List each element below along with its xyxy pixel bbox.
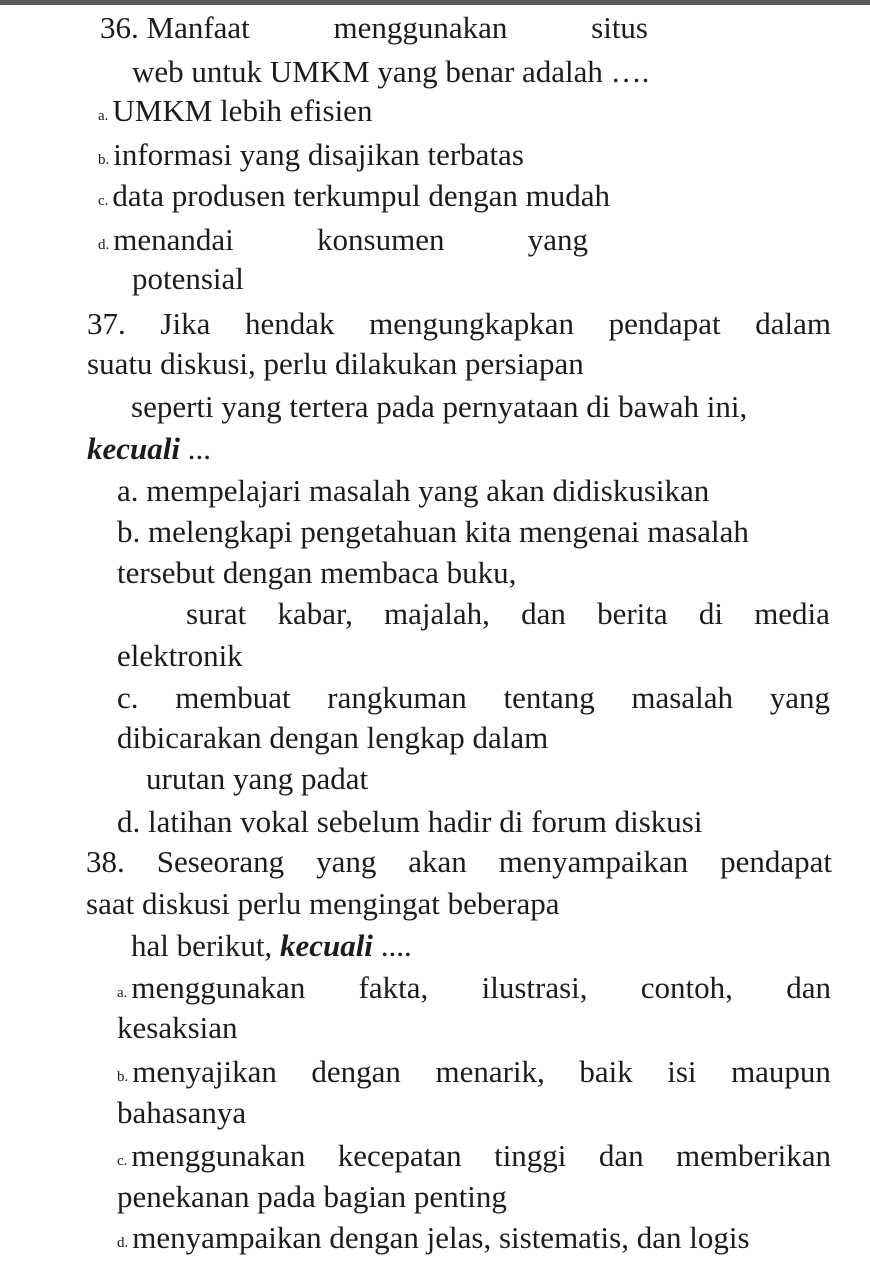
option-word: maupun [731, 1054, 831, 1089]
option-word: majalah, [384, 596, 490, 631]
q37-option-a: a. mempelajari masalah yang akan didiskusikan [117, 473, 710, 508]
q38-word: Seseorang [156, 844, 285, 879]
q36-line-1 [100, 12, 648, 43]
option-word: ilustrasi, [481, 970, 588, 1005]
option-text: UMKM lebih efisien [112, 93, 373, 128]
option-word: kecepatan [337, 1138, 462, 1173]
q36-number: 36. [100, 10, 139, 45]
q38-emphasis: kecuali [279, 928, 373, 963]
q37-ellipsis: ... [180, 431, 211, 466]
q37-number: 37. [87, 306, 126, 341]
q38-ellipsis: .... [372, 928, 412, 963]
option-letter: d. [117, 1235, 129, 1251]
q37-option-c-line-3: urutan yang padat [146, 761, 369, 796]
q38-word: menyampaikan [498, 844, 689, 879]
q37-line-1 [87, 308, 831, 339]
q37-line-3: seperti yang tertera pada pernyataan di bawah ini, [131, 389, 748, 424]
q37-option-b-line-2: tersebut dengan membaca buku, [117, 555, 517, 590]
q38-option-b-line-2: bahasanya [117, 1095, 247, 1130]
q38-option-c-first [117, 1140, 305, 1171]
option-word: tentang [503, 680, 595, 715]
q37-word: Jika [160, 306, 211, 341]
option-word: tinggi [494, 1138, 567, 1173]
q36-line-2: web untuk UMKM yang benar adalah …. [132, 54, 650, 89]
q37-word: hendak [244, 306, 335, 341]
option-word: contoh, [640, 970, 733, 1005]
q38-line-3 [131, 930, 412, 961]
q36-option-d-continued: potensial [132, 261, 244, 296]
option-letter: b. [117, 1069, 129, 1085]
q37-option-c-line-2: dibicarakan dengan lengkap dalam [117, 720, 549, 755]
q38-option-d [117, 1222, 750, 1253]
q36-option-d-first [98, 224, 234, 255]
option-letter: b. [98, 152, 110, 168]
option-word: fakta, [358, 970, 429, 1005]
q37-line-4 [87, 433, 211, 464]
option-letter: a. [98, 108, 109, 124]
q37-option-c-line-1 [117, 682, 830, 713]
q38-word: pendapat [720, 844, 832, 879]
option-word: dan [521, 596, 566, 631]
option-word: surat [186, 596, 247, 631]
option-word: isi [667, 1054, 697, 1089]
q38-word: yang [316, 844, 377, 879]
option-letter: c. [98, 193, 109, 209]
q37-word: pendapat [608, 306, 721, 341]
q36-word: Manfaat [146, 10, 250, 45]
q37-option-b-line-3 [186, 598, 830, 629]
top-edge-bar [0, 0, 870, 5]
q37-word: dalam [755, 306, 831, 341]
q36-word: menggunakan [333, 10, 508, 45]
option-word: menggunakan [131, 1138, 306, 1173]
q37-option-d: d. latihan vokal sebelum hadir di forum diskusi [117, 804, 703, 839]
q36-word: situs [591, 10, 648, 45]
option-word: menandai [113, 222, 234, 257]
option-word: rangkuman [327, 680, 467, 715]
q37-line-2: suatu diskusi, perlu dilakukan persiapan [87, 346, 584, 381]
option-word: media [754, 596, 830, 631]
option-letter: c. [117, 680, 139, 715]
q38-line-1 [86, 846, 832, 877]
q37-option-b-line-1: b. melengkapi pengetahuan kita mengenai masalah [117, 514, 749, 549]
q38-option-b-line-1 [117, 1056, 831, 1087]
q37-emphasis: kecuali [87, 431, 180, 466]
option-word: menggunakan [131, 970, 306, 1005]
option-letter: c. [117, 1153, 128, 1169]
q38-option-a-line-1 [117, 972, 831, 1003]
option-word: konsumen [317, 222, 445, 257]
option-word: berita [597, 596, 668, 631]
option-text: informasi yang disajikan terbatas [113, 137, 524, 172]
q38-number: 38. [86, 844, 125, 879]
option-word: masalah [631, 680, 733, 715]
q38-option-a-line-2: kesaksian [117, 1010, 238, 1045]
option-word: memberikan [676, 1138, 831, 1173]
option-word: yang [527, 222, 588, 257]
q36-option-a [98, 95, 372, 126]
q36-number-and-word [100, 12, 250, 43]
q37-word: mengungkapkan [369, 306, 575, 341]
option-word: baik [579, 1054, 633, 1089]
option-word: menyajikan [132, 1054, 277, 1089]
q38-word: akan [408, 844, 467, 879]
option-word: di [698, 596, 723, 631]
option-word: dan [786, 970, 831, 1005]
q38-option-b-first [117, 1056, 277, 1087]
q38-line-3-prefix: hal berikut, [131, 928, 280, 963]
q38-option-c-line-1 [117, 1140, 831, 1171]
option-letter: d. [98, 237, 110, 253]
q37-option-b-line-4: elektronik [117, 638, 243, 673]
option-word: membuat [175, 680, 291, 715]
q38-line-2: saat diskusi perlu mengingat beberapa [86, 886, 560, 921]
option-letter: a. [117, 985, 128, 1001]
option-word: dan [598, 1138, 644, 1173]
option-text: data produsen terkumpul dengan mudah [112, 178, 611, 213]
option-word: yang [769, 680, 830, 715]
option-word: menarik, [435, 1054, 545, 1089]
q38-option-a-first [117, 972, 305, 1003]
q36-option-d [98, 224, 588, 255]
q36-option-b [98, 139, 524, 170]
q36-option-c [98, 180, 610, 211]
option-word: dengan [311, 1054, 401, 1089]
option-text: menyampaikan dengan jelas, sistematis, dan logis [132, 1220, 750, 1255]
q38-option-c-line-2: penekanan pada bagian penting [117, 1179, 507, 1214]
option-word: kabar, [277, 596, 353, 631]
